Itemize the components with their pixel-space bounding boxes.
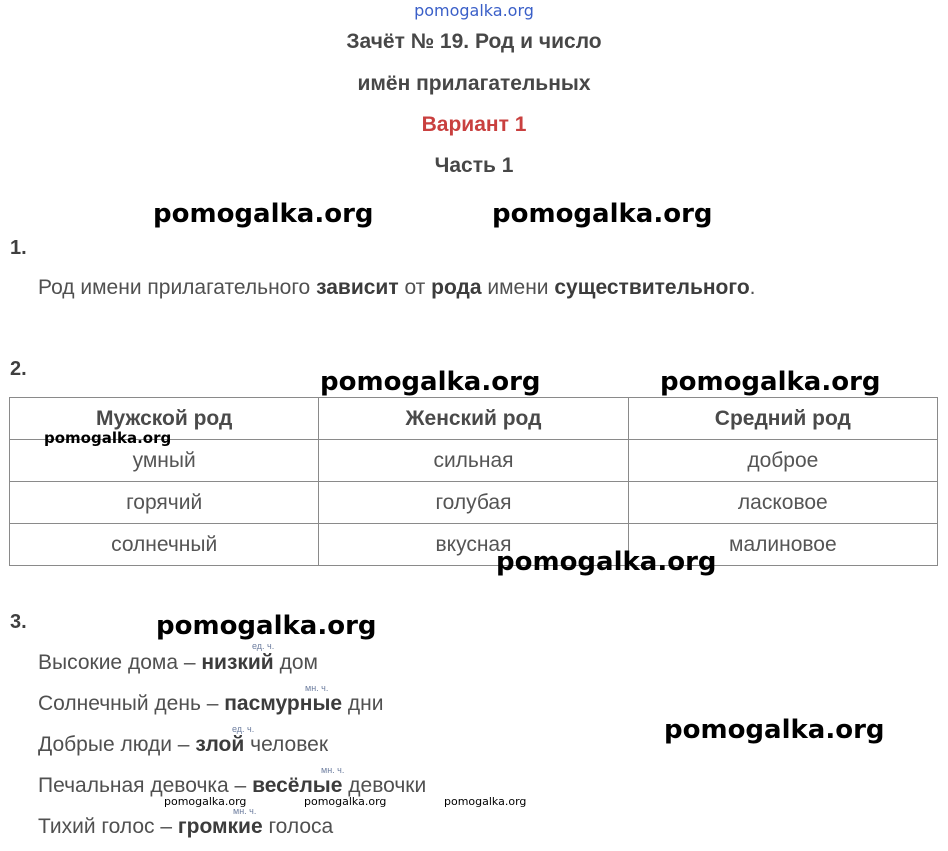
line-text: девочки — [342, 774, 427, 797]
watermark: pomogalka.org — [444, 795, 527, 808]
table-cell: умный — [10, 440, 319, 482]
part-heading: Часть 1 — [434, 154, 514, 177]
line-text: голоса — [262, 815, 334, 838]
task-3-line — [38, 651, 318, 675]
watermark: pomogalka.org — [320, 367, 541, 397]
table-cell: солнечный — [10, 524, 319, 566]
table-row — [10, 482, 938, 524]
task-1-answer — [38, 276, 756, 300]
title-line-2: имён прилагательных — [357, 72, 591, 95]
answer-bold: рода — [431, 276, 482, 299]
table-cell: голубая — [319, 482, 628, 524]
answer-text: имени — [481, 276, 555, 299]
line-text: дни — [342, 692, 384, 715]
table-cell: вкусная — [319, 524, 628, 566]
number-note: мн. ч. — [233, 806, 257, 816]
watermark: pomogalka.org — [492, 199, 713, 229]
line-bold: громкие — [177, 815, 263, 838]
table-cell: доброе — [628, 440, 937, 482]
line-text: человек — [244, 733, 329, 756]
line-bold: весёлые — [252, 774, 343, 797]
answer-text: . — [749, 276, 756, 299]
line-text: Тихий голос – — [38, 815, 178, 838]
line-bold: злой — [195, 733, 245, 756]
watermark: pomogalka.org — [304, 795, 387, 808]
task-2-number: 2. — [10, 358, 27, 380]
task-3-line — [38, 692, 383, 716]
number-note: ед. ч. — [252, 641, 275, 651]
header-feminine: Женский род — [319, 398, 628, 440]
line-bold: низкий — [201, 651, 274, 674]
answer-bold: зависит — [316, 276, 399, 299]
table-cell: сильная — [319, 440, 628, 482]
watermark: pomogalka.org — [156, 611, 377, 641]
line-text: Высокие дома – — [38, 651, 202, 674]
line-bold: пасмурные — [224, 692, 343, 715]
line-text: Добрые люди – — [38, 733, 196, 756]
gender-table — [9, 397, 938, 566]
line-text: Печальная девочка – — [38, 774, 253, 797]
header-masculine: Мужской род — [10, 398, 319, 440]
site-mark: pomogalka.org — [414, 1, 534, 20]
answer-text: Род имени прилагательного — [38, 276, 317, 299]
watermark: pomogalka.org — [153, 199, 374, 229]
watermark: pomogalka.org — [664, 715, 885, 745]
header-neuter: Средний род — [628, 398, 937, 440]
watermark: pomogalka.org — [164, 795, 247, 808]
task-1-number: 1. — [10, 237, 27, 259]
task-3-number: 3. — [10, 611, 27, 633]
number-note: ед. ч. — [232, 724, 255, 734]
task-3-line — [38, 733, 328, 757]
number-note: мн. ч. — [305, 683, 329, 693]
table-cell: ласковое — [628, 482, 937, 524]
watermark: pomogalka.org — [660, 367, 881, 397]
watermark: pomogalka.org — [496, 547, 717, 577]
line-text: дом — [273, 651, 318, 674]
answer-bold: существительного — [554, 276, 750, 299]
task-3-line — [38, 815, 333, 839]
table-cell: малиновое — [628, 524, 937, 566]
watermark: pomogalka.org — [44, 429, 172, 447]
table-cell: горячий — [10, 482, 319, 524]
number-note: мн. ч. — [321, 765, 345, 775]
table-row — [10, 524, 938, 566]
answer-text: от — [398, 276, 432, 299]
variant-heading: Вариант 1 — [421, 113, 527, 136]
line-text: Солнечный день – — [38, 692, 225, 715]
title-line-1: Зачёт № 19. Род и число — [346, 30, 602, 53]
